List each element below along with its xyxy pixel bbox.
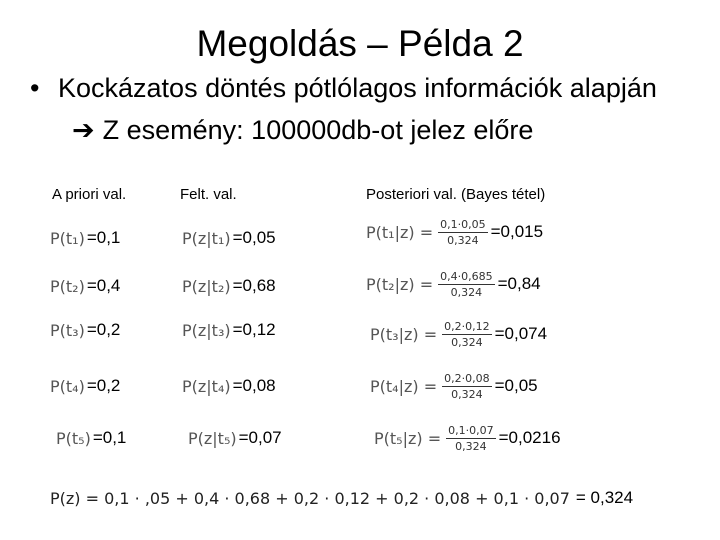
fraction-numerator: 0,4·0,685: [440, 269, 493, 283]
total-probability-formula: [50, 480, 633, 516]
posterior-row-1: [366, 212, 543, 252]
arrow-right-icon: ➔: [72, 115, 95, 145]
conditional-value: =0,12: [232, 320, 276, 339]
posterior-value: =0,84: [497, 274, 541, 293]
sub-point-text: Z esemény: 100000db-ot jelez előre: [102, 115, 534, 145]
fraction-denominator: 0,324: [451, 335, 483, 349]
fraction-denominator: 0,324: [447, 233, 479, 247]
prior-value: =0,1: [92, 428, 127, 447]
posterior-row-4: [370, 366, 538, 406]
prior-row-2: [50, 266, 120, 306]
posterior-row-5: [374, 418, 561, 458]
prior-lhs: P(t₂): [50, 276, 85, 296]
posterior-row-3: [370, 314, 547, 354]
bayes-fraction: [438, 270, 494, 299]
fraction-bar: [438, 284, 494, 285]
prior-value: =0,2: [86, 320, 121, 339]
conditional-lhs: P(z|t₂): [182, 276, 231, 296]
total-expression: P(z) = 0,1 · ,05 + 0,4 · 0,68 + 0,2 · 0,12 + 0,2 · 0,08 + 0,1 · 0,07: [50, 488, 570, 508]
posterior-value: =0,074: [494, 324, 548, 343]
conditional-lhs: P(z|t₁): [182, 228, 231, 248]
conditional-lhs: P(z|t₄): [182, 376, 231, 396]
conditional-row-3: [182, 310, 276, 350]
fraction-numerator: 0,2·0,12: [444, 319, 490, 333]
bayes-fraction: [438, 218, 487, 247]
posterior-lhs: P(t₄|z) =: [370, 376, 438, 396]
conditional-value: =0,08: [232, 376, 276, 395]
posterior-lhs: P(t₂|z) =: [366, 274, 434, 294]
conditional-value: =0,05: [232, 228, 276, 247]
fraction-denominator: 0,324: [451, 387, 483, 401]
prior-lhs: P(t₅): [56, 428, 91, 448]
conditional-row-1: [182, 218, 276, 258]
bullet-text: Kockázatos döntés pótlólagos információk alapján: [58, 73, 657, 103]
sub-point: [72, 112, 533, 148]
fraction-bar: [438, 232, 487, 233]
posterior-lhs: P(t₃|z) =: [370, 324, 438, 344]
posterior-lhs: P(t₅|z) =: [374, 428, 442, 448]
prior-value: =0,4: [86, 276, 121, 295]
prior-row-4: [50, 366, 120, 406]
fraction-numerator: 0,1·0,07: [448, 423, 494, 437]
bayes-fraction: [442, 372, 491, 401]
posterior-value: =0,015: [490, 222, 544, 241]
fraction-bar: [442, 334, 491, 335]
bullet-point: [30, 70, 657, 106]
conditional-value: =0,07: [238, 428, 282, 447]
column-header-conditional: Felt. val.: [180, 186, 237, 203]
conditional-lhs: P(z|t₅): [188, 428, 237, 448]
prior-lhs: P(t₃): [50, 320, 85, 340]
posterior-value: =0,0216: [498, 428, 561, 447]
slide-title: Megoldás – Példa 2: [196, 23, 524, 64]
prior-row-3: [50, 310, 120, 350]
fraction-bar: [442, 386, 491, 387]
conditional-value: =0,68: [232, 276, 276, 295]
conditional-lhs: P(z|t₃): [182, 320, 231, 340]
fraction-bar: [446, 438, 495, 439]
prior-row-1: [50, 218, 120, 258]
posterior-row-2: [366, 264, 541, 304]
prior-row-5: [56, 418, 126, 458]
fraction-denominator: 0,324: [455, 439, 487, 453]
conditional-row-4: [182, 366, 276, 406]
total-value: = 0,324: [575, 488, 634, 507]
prior-lhs: P(t₄): [50, 376, 85, 396]
conditional-row-5: [188, 418, 282, 458]
fraction-numerator: 0,1·0,05: [440, 217, 486, 231]
posterior-lhs: P(t₁|z) =: [366, 222, 434, 242]
bullet-icon: •: [30, 73, 40, 103]
bayes-fraction: [442, 320, 491, 349]
fraction-numerator: 0,2·0,08: [444, 371, 490, 385]
conditional-row-2: [182, 266, 276, 306]
column-header-posterior: Posteriori val. (Bayes tétel): [366, 186, 546, 203]
prior-value: =0,2: [86, 376, 121, 395]
column-header-prior: A priori val.: [52, 186, 127, 203]
fraction-denominator: 0,324: [450, 285, 483, 299]
bayes-fraction: [446, 424, 495, 453]
posterior-value: =0,05: [494, 376, 538, 395]
prior-value: =0,1: [86, 228, 121, 247]
prior-lhs: P(t₁): [50, 228, 85, 248]
